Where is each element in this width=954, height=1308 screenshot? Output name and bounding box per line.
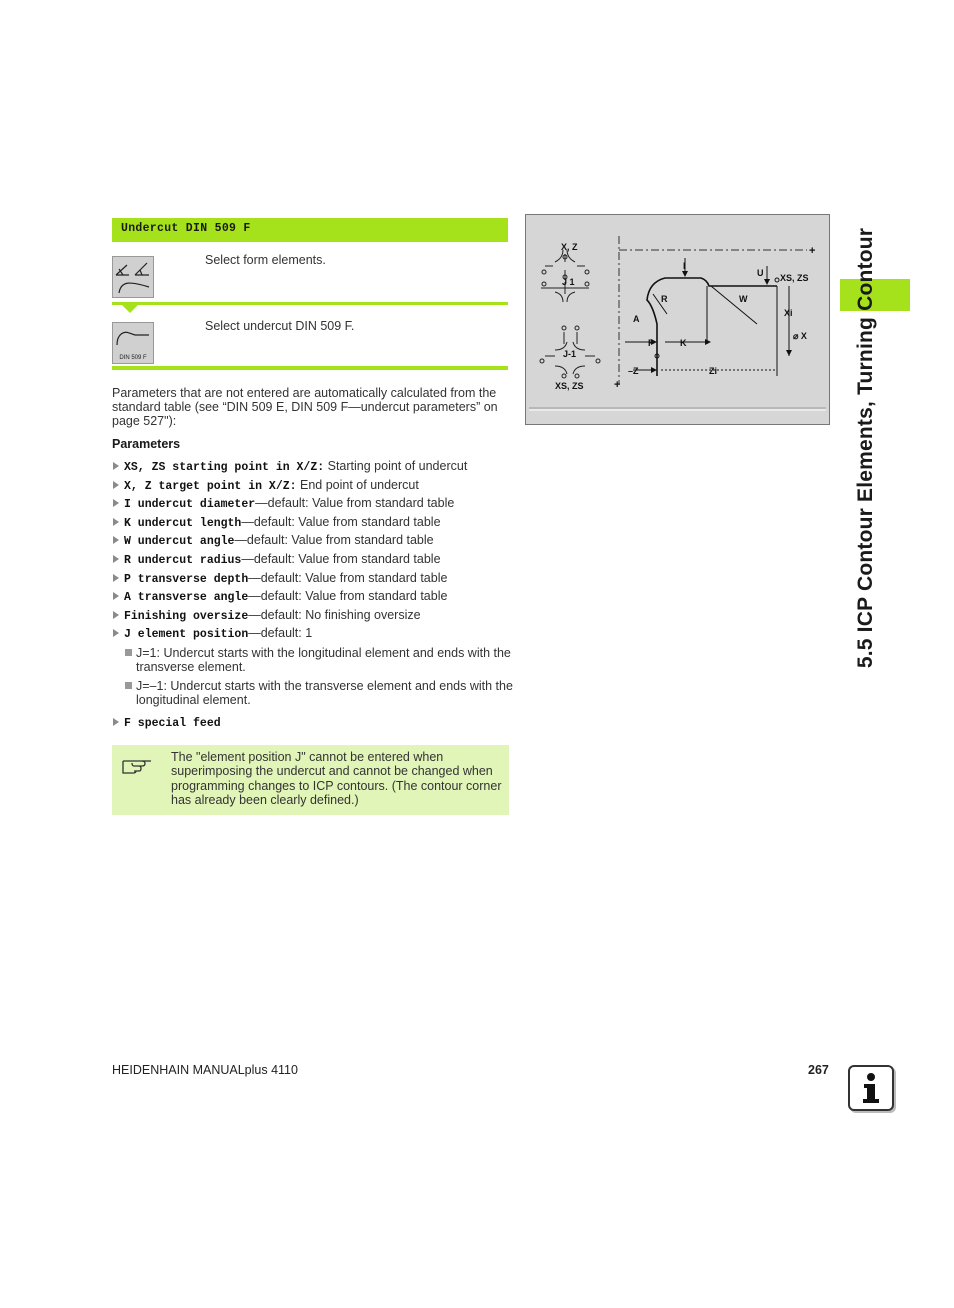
footer-manual-name: HEIDENHAIN MANUALplus 4110 bbox=[112, 1063, 298, 1077]
step-1-text: Select form elements. bbox=[205, 253, 326, 267]
info-icon[interactable] bbox=[848, 1065, 894, 1111]
intro-paragraph: Parameters that are not entered are automatically calculated from the standard table (see “DIN 509 E, DIN 509 F—undercut parameters” on page 527"): bbox=[112, 386, 498, 428]
list-item: X, Z target point in X/Z: End point of undercut bbox=[112, 476, 512, 495]
page-number: 267 bbox=[808, 1063, 829, 1077]
list-item: I undercut diameter—default: Value from standard table bbox=[112, 494, 512, 513]
undercut-diagram bbox=[525, 214, 830, 425]
list-item: P transverse depth—default: Value from standard table bbox=[112, 569, 512, 588]
svg-text:A: A bbox=[633, 314, 640, 324]
svg-text:Xi: Xi bbox=[784, 308, 793, 318]
section-header-bar bbox=[112, 218, 508, 242]
list-item: J element position—default: 1 bbox=[112, 624, 512, 643]
parameter-list-tail bbox=[112, 713, 512, 732]
svg-text:Zi: Zi bbox=[709, 366, 717, 376]
parameters-heading: Parameters bbox=[112, 437, 181, 451]
section-title: Undercut DIN 509 F bbox=[121, 222, 251, 235]
j-option-1: J=1: Undercut starts with the longitudinal element and ends with the transverse element. bbox=[124, 646, 520, 674]
svg-text:J 1: J 1 bbox=[562, 277, 575, 287]
svg-text:XS, ZS: XS, ZS bbox=[555, 381, 584, 391]
svg-text:I: I bbox=[683, 261, 686, 271]
step-2-text: Select undercut DIN 509 F. bbox=[205, 319, 355, 333]
list-item: A transverse angle—default: Value from standard table bbox=[112, 587, 512, 606]
note-text: The "element position J" cannot be entered when superimposing the undercut and cannot be changed when programming changes to ICP contours. (The contour corner has already been clearly defined.) bbox=[171, 750, 502, 807]
list-item: Finishing oversize—default: No finishing oversize bbox=[112, 606, 512, 625]
svg-text:+: + bbox=[614, 379, 621, 391]
din509f-softkey-icon[interactable] bbox=[112, 322, 154, 364]
svg-text:X, Z: X, Z bbox=[561, 242, 578, 252]
list-item: F special feed bbox=[112, 713, 512, 732]
svg-text:P: P bbox=[648, 338, 655, 348]
svg-text:⌀ X: ⌀ X bbox=[793, 331, 807, 341]
step-divider bbox=[112, 302, 508, 305]
form-elements-softkey-icon[interactable] bbox=[112, 256, 154, 298]
parameter-list bbox=[112, 457, 512, 643]
softkey-label: DIN 509 F bbox=[119, 355, 147, 361]
svg-text:R: R bbox=[661, 294, 668, 304]
j-option-2: J=–1: Undercut starts with the transverse element and ends with the longitudinal element. bbox=[124, 679, 520, 707]
pointing-hand-icon bbox=[120, 753, 154, 777]
step-divider bbox=[112, 366, 508, 370]
list-item: K undercut length—default: Value from standard table bbox=[112, 513, 512, 532]
list-item: R undercut radius—default: Value from standard table bbox=[112, 550, 512, 569]
svg-text:+: + bbox=[809, 245, 816, 257]
list-item: XS, ZS starting point in X/Z: Starting point of undercut bbox=[112, 457, 512, 476]
svg-text:W: W bbox=[739, 294, 748, 304]
svg-text:–Z: –Z bbox=[628, 366, 639, 376]
svg-text:XS, ZS: XS, ZS bbox=[780, 273, 809, 283]
step-arrow-icon bbox=[122, 305, 138, 313]
svg-text:U: U bbox=[757, 268, 764, 278]
svg-text:K: K bbox=[680, 338, 687, 348]
list-item: W undercut angle—default: Value from standard table bbox=[112, 531, 512, 550]
svg-text:J-1: J-1 bbox=[563, 349, 577, 359]
note-box bbox=[112, 745, 509, 815]
